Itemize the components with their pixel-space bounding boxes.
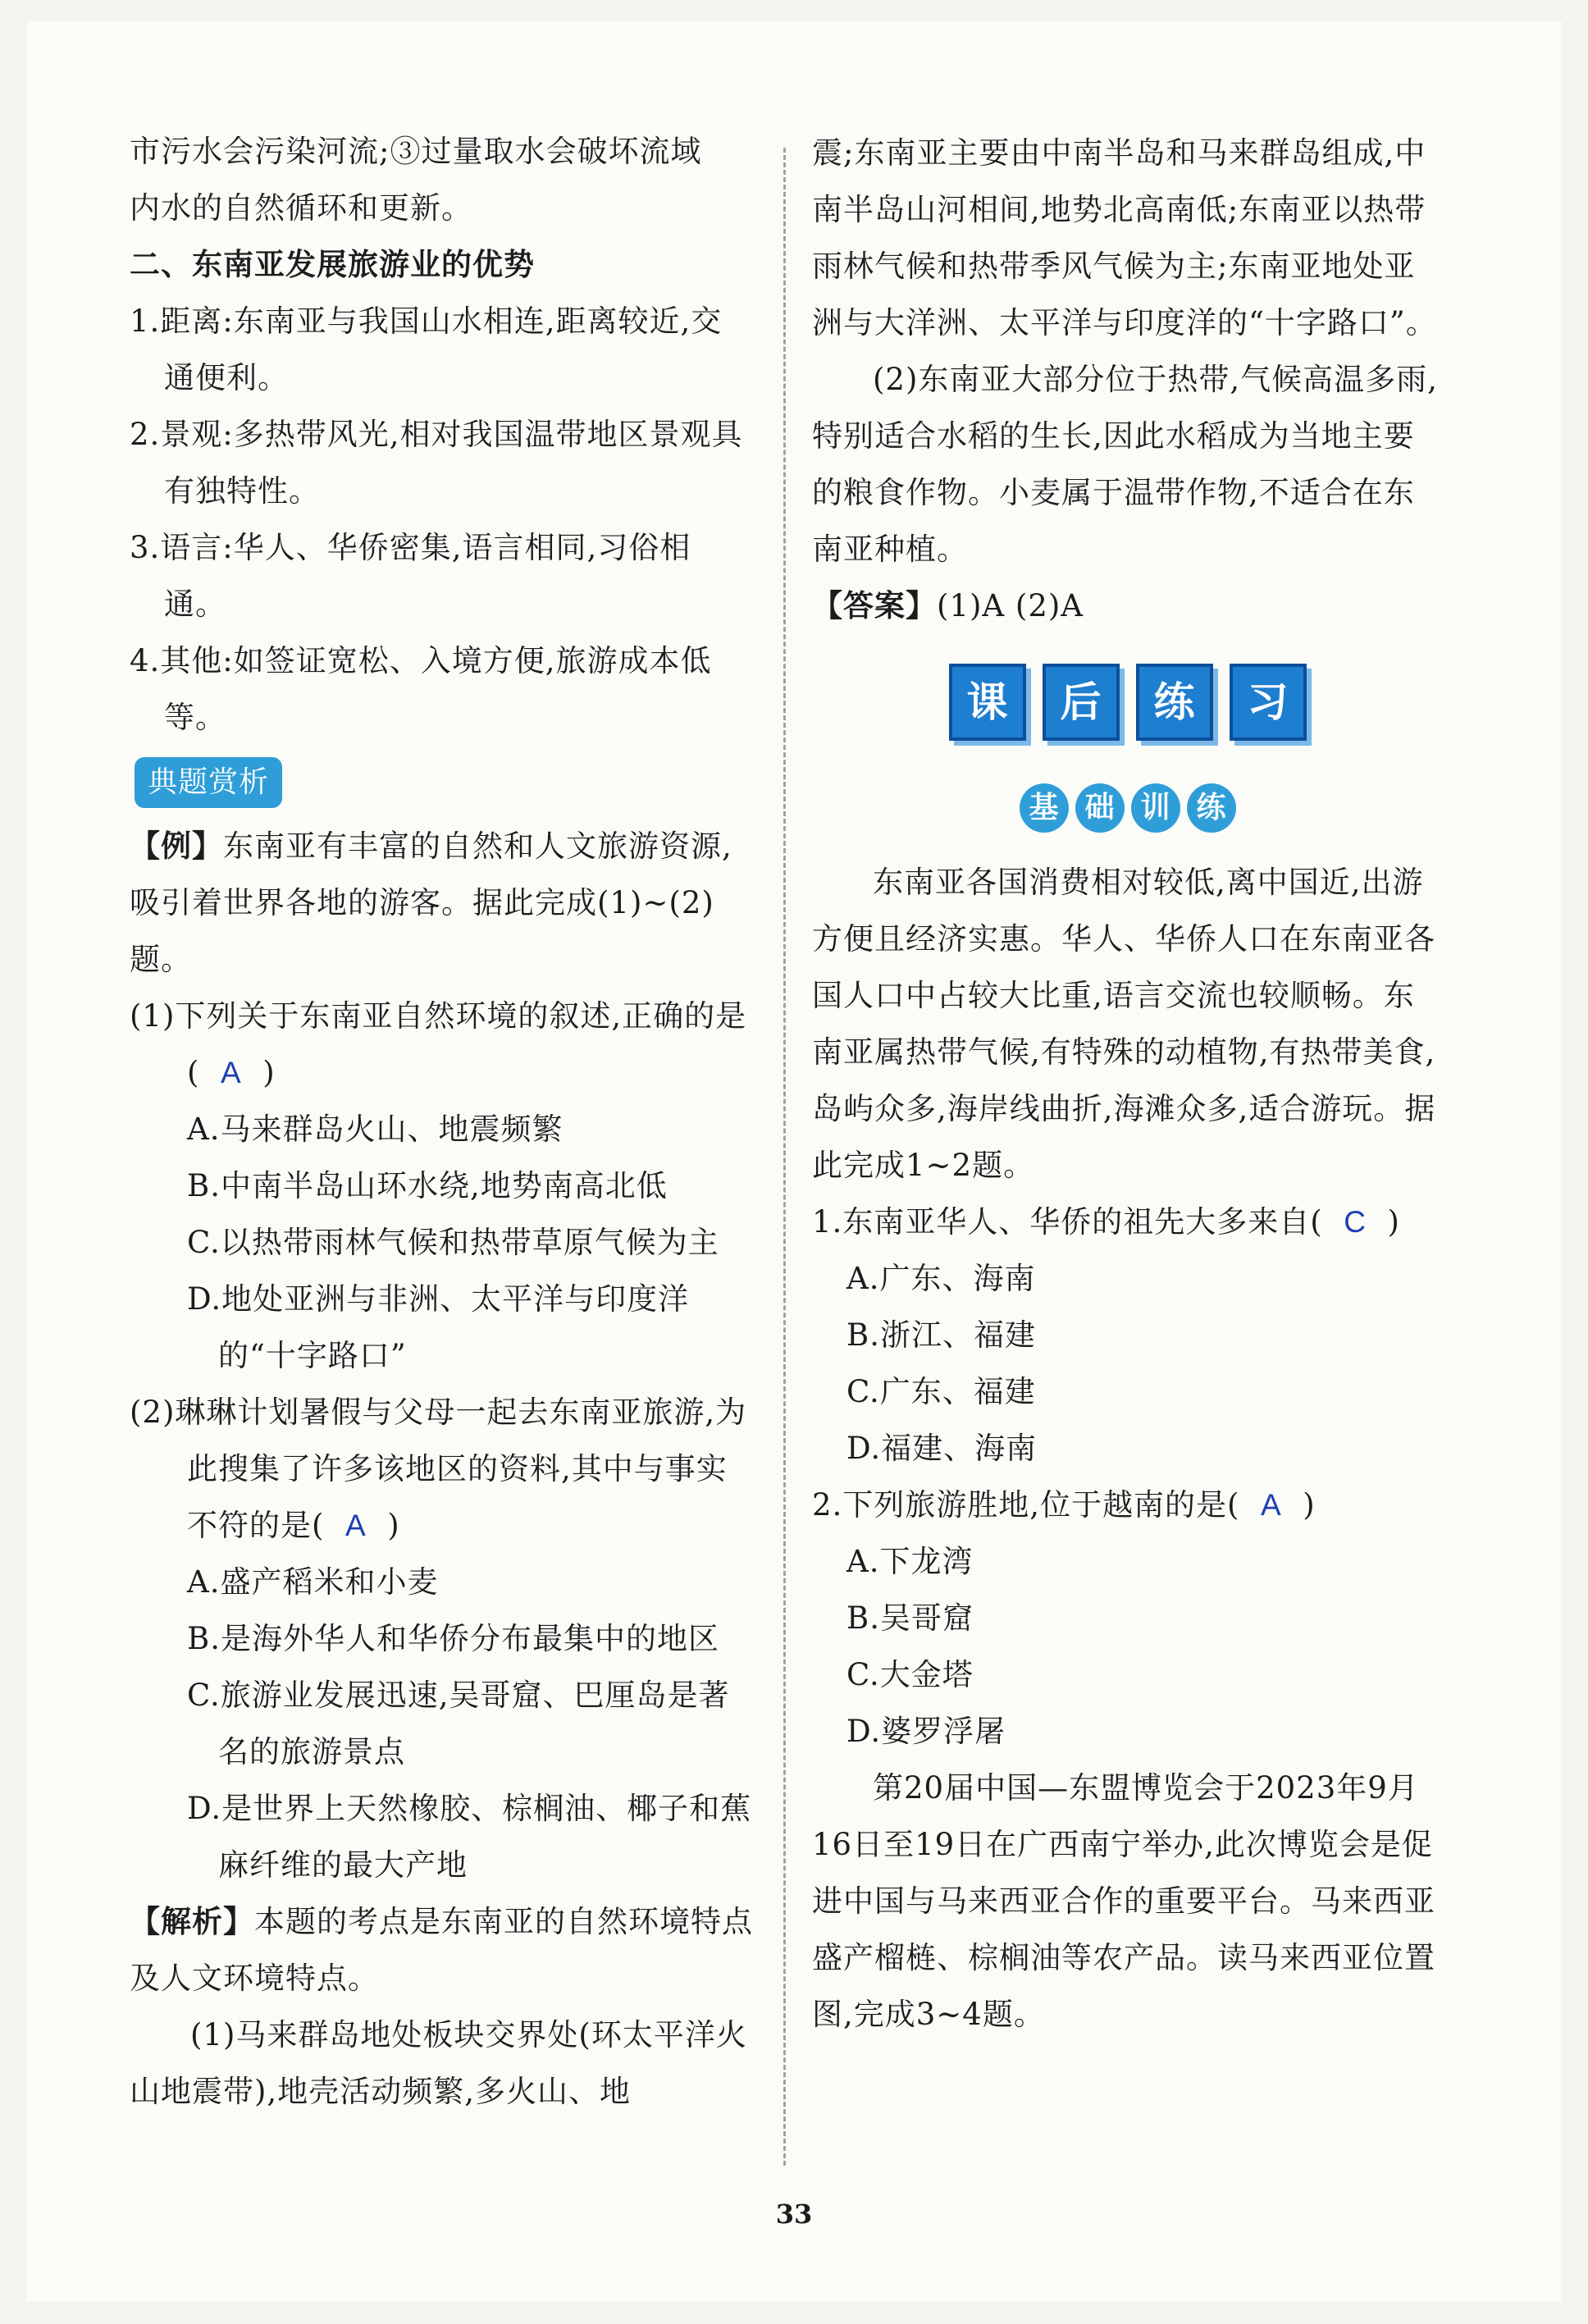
option: C.大金塔 <box>846 1657 974 1692</box>
answer-mark: A <box>345 1509 367 1542</box>
sub-section-title <box>812 778 1444 836</box>
exercise-1-stem <box>812 1194 1444 1250</box>
exercise-2-stem-text: 2.下列旅游胜地,位于越南的是( <box>812 1487 1240 1523</box>
advantage-item: 2.景观:多热带风光,相对我国温带地区景观具有独特性。 <box>130 417 743 509</box>
answer-text: (1)A (2)A <box>937 588 1084 623</box>
intro-line-2: 内水的自然循环和更新。 <box>130 190 472 226</box>
question-2-stem <box>130 1384 753 1554</box>
analysis-tag: 【解析】 <box>130 1904 254 1939</box>
option: D.地处亚洲与非洲、太平洋与印度洋的“十字路口” <box>187 1281 690 1373</box>
option: B.是海外华人和华侨分布最集中的地区 <box>187 1621 719 1656</box>
option: D.是世界上天然橡胶、棕榈油、椰子和蕉麻纤维的最大产地 <box>187 1791 752 1883</box>
answer-mark: A <box>1261 1488 1282 1522</box>
section-heading: 二、东南亚发展旅游业的优势 <box>130 247 535 282</box>
passage-2: 第20届中国—东盟博览会于2023年9月16日至19日在广西南宁举办,此次博览会是促进中国与马来西亚合作的重要平台。马来西亚盛产榴梿、棕榈油等农产品。读马来西亚位置图,完成3~4题。 <box>812 1770 1435 2032</box>
option: B.中南半岛山环水绕,地势南高北低 <box>187 1168 668 1203</box>
exercise-2-stem <box>812 1477 1444 1533</box>
option: C.广东、福建 <box>846 1374 1036 1409</box>
question-1-close: ) <box>262 1055 276 1090</box>
column-divider <box>783 148 786 2166</box>
analysis-text: 本题的考点是东南亚的自然环境特点及人文环境特点。 <box>130 1904 753 1996</box>
option: B.浙江、福建 <box>846 1317 1036 1353</box>
option: A.马来群岛火山、地震频繁 <box>187 1112 564 1147</box>
example-badge: 典题赏析 <box>135 757 282 808</box>
left-column <box>130 123 753 2120</box>
option: D.福建、海南 <box>846 1431 1038 1466</box>
analysis-point-1: (1)马来群岛地处板块交界处(环太平洋火山地震带),地壳活动频繁,多火山、地 <box>130 2017 747 2109</box>
question-2-stem-text: (2)琳琳计划暑假与父母一起去东南亚旅游,为此搜集了许多该地区的资料,其中与事实不符的是( <box>130 1395 747 1543</box>
title-char: 习 <box>1230 664 1307 741</box>
answer-tag: 【答案】 <box>812 588 937 623</box>
answer-mark: C <box>1344 1205 1367 1239</box>
answer-paragraph <box>812 578 1444 634</box>
section-title <box>812 664 1444 754</box>
passage-1: 东南亚各国消费相对较低,离中国近,出游方便且经济实惠。华人、华侨人口在东南亚各国人口中占较大比重,语言交流也较顺畅。东南亚属热带气候,有特殊的动植物,有热带美食,岛屿众多,海岸线曲折,海滩众多,适合游玩。据此完成1~2题。 <box>812 865 1436 1183</box>
exercise-1-stem-text: 1.东南亚华人、华侨的祖先大多来自( <box>812 1204 1323 1240</box>
option: B.吴哥窟 <box>846 1600 974 1636</box>
analysis-point-2: (2)东南亚大部分位于热带,气候高温多雨,特别适合水稻的生长,因此水稻成为当地主要的粮食作物。小麦属于温带作物,不适合在东南亚种植。 <box>812 362 1438 567</box>
option: C.旅游业发展迅速,吴哥窟、巴厘岛是著名的旅游景点 <box>187 1678 730 1769</box>
title-char: 后 <box>1043 664 1120 741</box>
advantage-item: 3.语言:华人、华侨密集,语言相同,习俗相通。 <box>130 530 691 622</box>
advantage-item: 1.距离:东南亚与我国山水相连,距离较近,交通便利。 <box>130 304 723 395</box>
sub-title-char: 基 <box>1020 783 1069 833</box>
option: A.下龙湾 <box>846 1544 974 1579</box>
sub-title-char: 练 <box>1187 783 1236 833</box>
title-char: 课 <box>949 664 1026 741</box>
question-2-close: ) <box>387 1508 400 1543</box>
example-tag: 【例】 <box>130 829 223 864</box>
intro-line-1: 市污水会污染河流;③过量取水会破坏流域 <box>130 134 702 169</box>
analysis-continued: 震;东南亚主要由中南半岛和马来群岛组成,中南半岛山河相间,地势北高南低;东南亚以热带雨林气候和热带季风气候为主;东南亚地处亚洲与大洋洲、太平洋与印度洋的“十字路口”。 <box>812 135 1437 340</box>
example-paragraph <box>130 818 753 988</box>
right-column <box>812 135 1444 2043</box>
sub-title-char: 础 <box>1075 783 1125 833</box>
option: D.婆罗浮屠 <box>846 1714 1006 1749</box>
option: C.以热带雨林气候和热带草原气候为主 <box>187 1225 719 1260</box>
exercise-1-close: ) <box>1387 1204 1400 1240</box>
question-1-stem-text: (1)下列关于东南亚自然环境的叙述,正确的是( <box>130 998 747 1090</box>
analysis-paragraph <box>130 1893 753 2007</box>
answer-mark: A <box>220 1056 242 1089</box>
title-char: 练 <box>1136 664 1213 741</box>
option: A.广东、海南 <box>846 1261 1036 1296</box>
example-text: 东南亚有丰富的自然和人文旅游资源,吸引着世界各地的游客。据此完成(1)~(2)题。 <box>130 829 732 977</box>
advantage-item: 4.其他:如签证宽松、入境方便,旅游成本低等。 <box>130 643 712 735</box>
option: A.盛产稻米和小麦 <box>187 1564 439 1600</box>
question-1-stem <box>130 988 753 1101</box>
sub-title-char: 训 <box>1131 783 1180 833</box>
page-number: 33 <box>775 2198 813 2230</box>
exercise-2-close: ) <box>1303 1487 1316 1523</box>
